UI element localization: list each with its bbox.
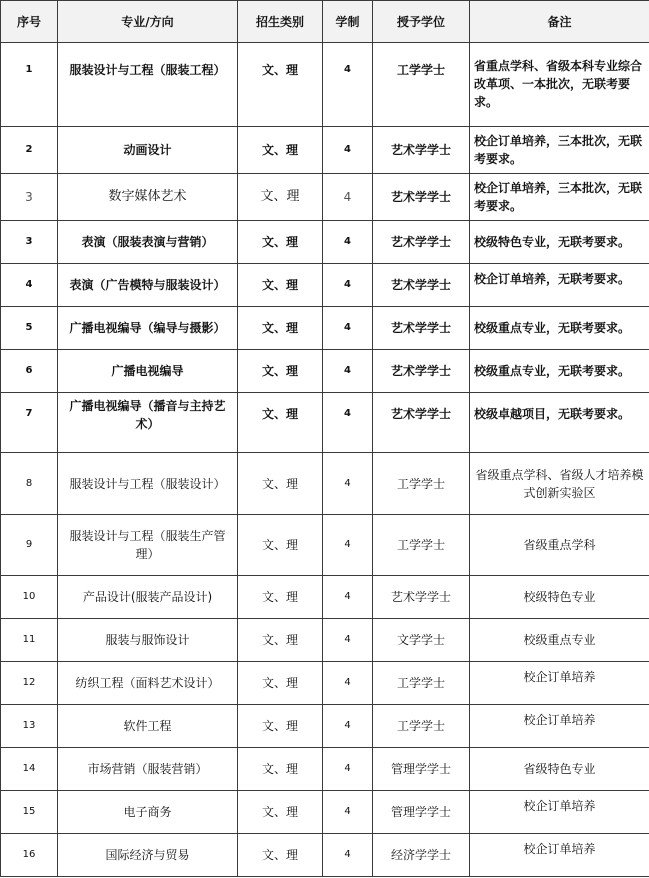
cell-remark: 校级重点专业	[470, 619, 649, 662]
cell-index: 8	[1, 453, 58, 515]
table-row	[1, 174, 649, 221]
cell-index: 5	[1, 307, 58, 350]
table-row	[1, 43, 649, 127]
cell-category: 文、理	[238, 662, 323, 705]
header-degree: 授予学位	[373, 1, 470, 43]
table-row	[1, 264, 649, 307]
cell-remark: 校企订单培养，三本批次，无联考要求。	[470, 174, 649, 221]
cell-major: 软件工程	[58, 705, 238, 748]
cell-major: 国际经济与贸易	[58, 834, 238, 877]
cell-remark: 校级重点专业，无联考要求。	[470, 350, 649, 393]
cell-degree: 艺术学学士	[373, 221, 470, 264]
cell-years: 4	[323, 662, 373, 705]
cell-years: 4	[323, 174, 373, 221]
cell-years: 4	[323, 127, 373, 174]
cell-category: 文、理	[238, 576, 323, 619]
table-row	[1, 127, 649, 174]
cell-major: 服装设计与工程（服装生产管理）	[58, 515, 238, 576]
cell-major: 广播电视编导（编导与摄影）	[58, 307, 238, 350]
cell-major: 动画设计	[58, 127, 238, 174]
table-row	[1, 515, 649, 576]
table-row	[1, 307, 649, 350]
cell-degree: 工学学士	[373, 453, 470, 515]
cell-years: 4	[323, 393, 373, 453]
table-header	[1, 1, 649, 43]
cell-years: 4	[323, 453, 373, 515]
cell-index: 15	[1, 791, 58, 834]
cell-remark: 校企订单培养	[470, 705, 649, 748]
cell-degree: 文学学士	[373, 619, 470, 662]
cell-years: 4	[323, 515, 373, 576]
cell-degree: 艺术学学士	[373, 393, 470, 453]
cell-remark: 校企订单培养，三本批次，无联考要求。	[470, 127, 649, 174]
cell-major: 产品设计(服装产品设计)	[58, 576, 238, 619]
cell-category: 文、理	[238, 515, 323, 576]
cell-category: 文、理	[238, 350, 323, 393]
cell-category: 文、理	[238, 748, 323, 791]
cell-years: 4	[323, 748, 373, 791]
table-row	[1, 834, 649, 877]
cell-category: 文、理	[238, 791, 323, 834]
table-row	[1, 576, 649, 619]
cell-degree: 艺术学学士	[373, 307, 470, 350]
cell-years: 4	[323, 791, 373, 834]
table-row	[1, 619, 649, 662]
cell-index: 10	[1, 576, 58, 619]
cell-major: 服装设计与工程（服装工程）	[58, 43, 238, 127]
cell-remark: 省级重点学科	[470, 515, 649, 576]
cell-major: 电子商务	[58, 791, 238, 834]
cell-major: 广播电视编导	[58, 350, 238, 393]
table-row	[1, 221, 649, 264]
cell-degree: 管理学学士	[373, 748, 470, 791]
cell-degree: 工学学士	[373, 515, 470, 576]
cell-category: 文、理	[238, 619, 323, 662]
cell-years: 4	[323, 576, 373, 619]
cell-years: 4	[323, 619, 373, 662]
cell-category: 文、理	[238, 127, 323, 174]
cell-remark: 省级特色专业	[470, 748, 649, 791]
table-row	[1, 791, 649, 834]
table-row	[1, 748, 649, 791]
cell-remark: 校企订单培养	[470, 834, 649, 877]
header-category: 招生类别	[238, 1, 323, 43]
cell-remark: 校级特色专业，无联考要求。	[470, 221, 649, 264]
cell-index: 14	[1, 748, 58, 791]
table-row	[1, 705, 649, 748]
cell-years: 4	[323, 264, 373, 307]
cell-index: 9	[1, 515, 58, 576]
cell-index: 11	[1, 619, 58, 662]
cell-category: 文、理	[238, 705, 323, 748]
table-row	[1, 350, 649, 393]
cell-category: 文、理	[238, 43, 323, 127]
cell-category: 文、理	[238, 453, 323, 515]
cell-degree: 艺术学学士	[373, 264, 470, 307]
cell-years: 4	[323, 307, 373, 350]
cell-degree: 管理学学士	[373, 791, 470, 834]
cell-major: 服装设计与工程（服装设计）	[58, 453, 238, 515]
table-row	[1, 453, 649, 515]
cell-degree: 艺术学学士	[373, 127, 470, 174]
cell-major: 广播电视编导（播音与主持艺术）	[58, 393, 238, 453]
cell-index: 4	[1, 264, 58, 307]
cell-remark: 校企订单培养，无联考要求。	[470, 264, 649, 307]
cell-index: 13	[1, 705, 58, 748]
header-row	[1, 1, 649, 43]
cell-years: 4	[323, 221, 373, 264]
cell-remark: 校企订单培养	[470, 791, 649, 834]
cell-index: 16	[1, 834, 58, 877]
cell-index: 1	[1, 43, 58, 127]
header-major: 专业/方向	[58, 1, 238, 43]
cell-remark: 校企订单培养	[470, 662, 649, 705]
header-years: 学制	[323, 1, 373, 43]
cell-remark: 省级重点学科、省级人才培养模式创新实验区	[470, 453, 649, 515]
cell-remark: 校级特色专业	[470, 576, 649, 619]
cell-major: 数字媒体艺术	[58, 174, 238, 221]
cell-years: 4	[323, 43, 373, 127]
header-remark: 备注	[470, 1, 649, 43]
cell-category: 文、理	[238, 393, 323, 453]
cell-index: 12	[1, 662, 58, 705]
header-index: 序号	[1, 1, 58, 43]
cell-index: 3	[1, 221, 58, 264]
cell-degree: 艺术学学士	[373, 174, 470, 221]
cell-major: 表演（服装表演与营销）	[58, 221, 238, 264]
cell-major: 服装与服饰设计	[58, 619, 238, 662]
cell-degree: 艺术学学士	[373, 350, 470, 393]
cell-index: 2	[1, 127, 58, 174]
cell-index: 3	[1, 174, 58, 221]
cell-category: 文、理	[238, 264, 323, 307]
table-body	[1, 43, 649, 877]
cell-category: 文、理	[238, 834, 323, 877]
cell-category: 文、理	[238, 221, 323, 264]
cell-years: 4	[323, 705, 373, 748]
cell-years: 4	[323, 350, 373, 393]
cell-years: 4	[323, 834, 373, 877]
table-row	[1, 662, 649, 705]
cell-degree: 艺术学学士	[373, 576, 470, 619]
cell-index: 6	[1, 350, 58, 393]
cell-index: 7	[1, 393, 58, 453]
cell-major: 纺织工程（面料艺术设计）	[58, 662, 238, 705]
cell-major: 市场营销（服装营销）	[58, 748, 238, 791]
cell-major: 表演（广告模特与服装设计）	[58, 264, 238, 307]
table-row	[1, 393, 649, 453]
cell-degree: 工学学士	[373, 43, 470, 127]
cell-remark: 省重点学科、省级本科专业综合改革项、一本批次，无联考要求。	[470, 43, 649, 127]
cell-degree: 工学学士	[373, 705, 470, 748]
cell-category: 文、理	[238, 174, 323, 221]
cell-degree: 工学学士	[373, 662, 470, 705]
cell-category: 文、理	[238, 307, 323, 350]
cell-remark: 校级重点专业，无联考要求。	[470, 307, 649, 350]
cell-degree: 经济学学士	[373, 834, 470, 877]
cell-remark: 校级卓越项目，无联考要求。	[470, 393, 649, 453]
